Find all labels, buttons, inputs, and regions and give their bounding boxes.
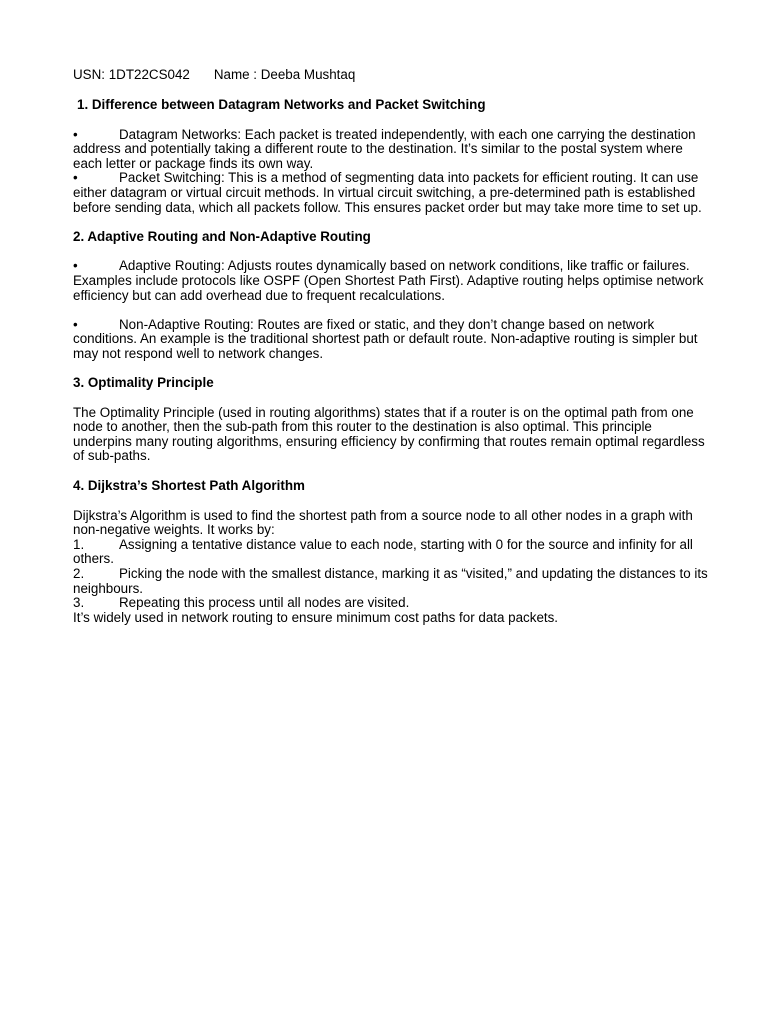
section-datagram-vs-packet-switching [73, 98, 708, 230]
bullet-item [73, 171, 708, 215]
step-text: Repeating this process until all nodes are visited. [119, 595, 410, 611]
student-info [73, 68, 708, 83]
step-number: 1. [73, 536, 85, 552]
bullet-marker: • [73, 258, 78, 274]
bullet-text: Non-Adaptive Routing: Routes are fixed or static, and they don’t change based on network conditions. An example is the traditional shortest path or default route. Non-adaptive routing is simpler but may not respond well to network changes. [73, 316, 698, 361]
step-number: 3. [73, 595, 85, 611]
step-text: Picking the node with the smallest distance, marking it as “visited,” and updating the distances to its neighbours. [73, 566, 708, 596]
step-text: Assigning a tentative distance value to each node, starting with 0 for the source and infinity for all others. [73, 536, 693, 567]
bullet-marker: • [73, 316, 78, 332]
student-name: Name : Deeba Mushtaq [213, 67, 356, 82]
bullet-marker: • [73, 170, 78, 186]
bullet-text: Adaptive Routing: Adjusts routes dynamically based on network conditions, like traffic or failures. Examples include protocols like OSPF (Open Shortest Path First). Adaptive routing helps optimise network efficiency but can add overhead due to frequent recalculations. [73, 258, 704, 303]
paragraph: The Optimality Principle (used in routing algorithms) states that if a router is on the optimal path from one node to another, then the sub-path from this router to the destination is also optimal. This principle underpins many routing algorithms, ensuring efficiency by confirming that routes remain optimal regardless of sub-paths. [73, 404, 705, 464]
section-adaptive-routing [73, 230, 708, 376]
section-heading: 4. Dijkstra’s Shortest Path Algorithm [73, 478, 305, 494]
bullet-item [73, 318, 708, 362]
bullet-marker: • [73, 126, 78, 142]
section-optimality-principle [73, 376, 708, 464]
bullet-item [73, 259, 708, 303]
section-heading: 3. Optimality Principle [73, 375, 214, 391]
bullet-text: Packet Switching: This is a method of segmenting data into packets for efficient routing. It can use either datagram or virtual circuit methods. In virtual circuit switching, a pre-determined path is established before sending data, which all packets follow. This ensures packet order but may take more time to set up. [73, 170, 702, 215]
numbered-item [73, 567, 708, 596]
section-dijkstra [73, 479, 708, 625]
step-number: 2. [73, 566, 85, 582]
bullet-item [73, 128, 708, 172]
numbered-item [73, 538, 708, 567]
usn-text: USN: 1DT22CS042 [73, 67, 190, 82]
paragraph: It’s widely used in network routing to ensure minimum cost paths for data packets. [73, 609, 559, 625]
bullet-text: Datagram Networks: Each packet is treated independently, with each one carrying the destination address and potentially taking a different route to the destination. It’s similar to the postal system where each letter or package finds its own way. [73, 126, 696, 171]
section-heading: 1. Difference between Datagram Networks and Packet Switching [77, 97, 486, 112]
numbered-item [73, 596, 708, 611]
section-heading: 2. Adaptive Routing and Non-Adaptive Routing [73, 228, 371, 244]
paragraph: Dijkstra’s Algorithm is used to find the shortest path from a source node to all other nodes in a graph with non-negative weights. It works by: [73, 507, 693, 538]
